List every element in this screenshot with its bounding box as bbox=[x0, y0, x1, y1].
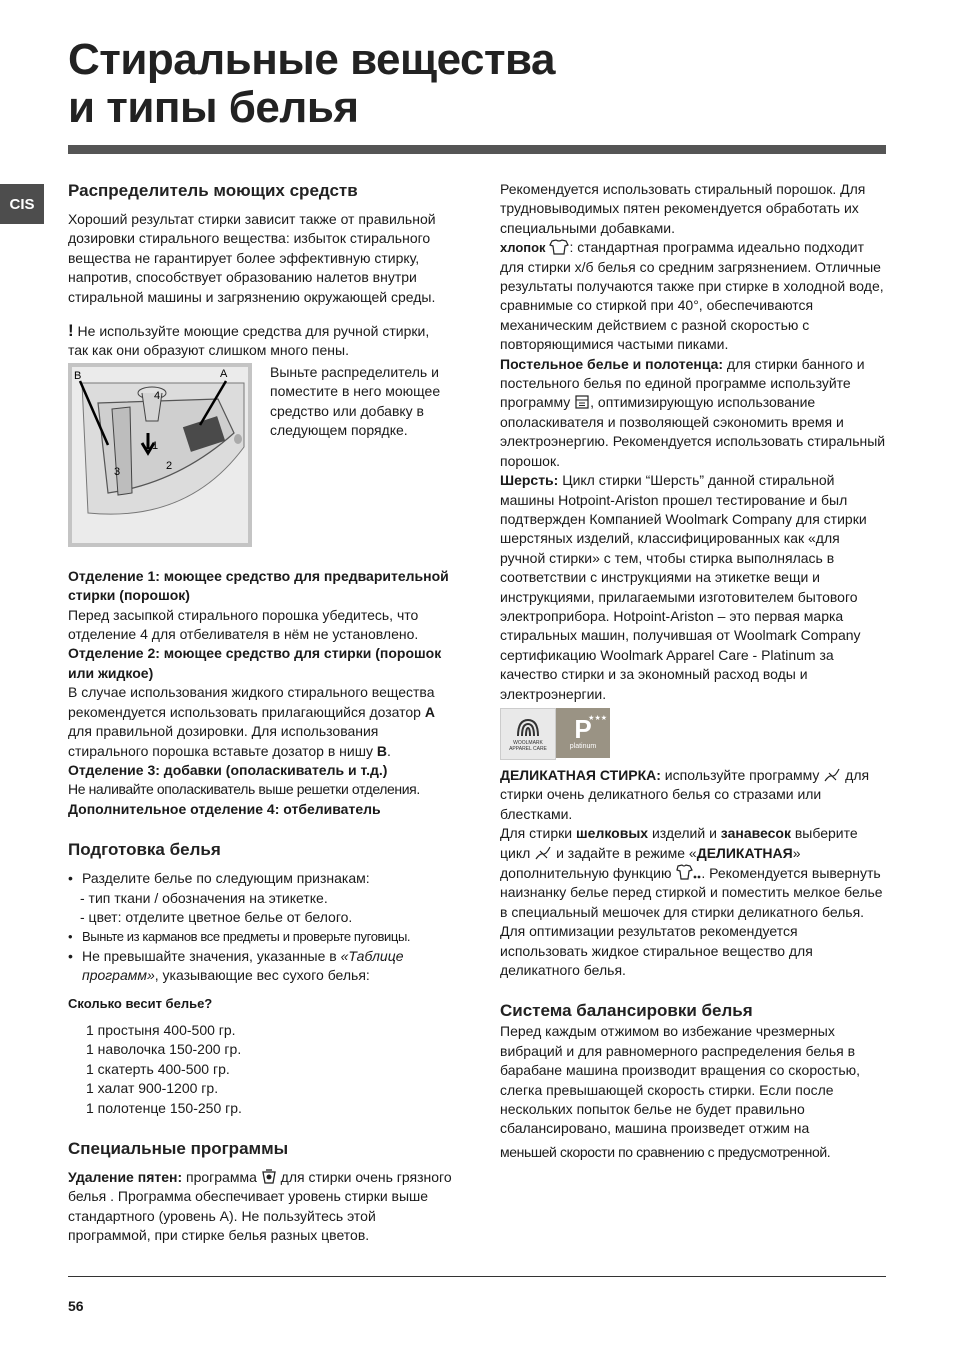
woolmark-icon bbox=[515, 716, 541, 740]
list-item: 1 скатерть 400-500 гр. bbox=[86, 1060, 230, 1077]
compartment-2-text: В случае использования жидкого стирального вещества рекомендуется использовать прилагающийся дозатор A для правильной дозировки. Для использования стирального порошка вставьте дозатор в нишу B. bbox=[68, 684, 435, 759]
woolmark-logo: WOOLMARK APPAREL CARE bbox=[500, 708, 556, 760]
dispenser-heading: Распределитель моющих средств bbox=[68, 181, 358, 200]
laundry-dash-1: - тип ткани / обозначения на этикетке. bbox=[80, 889, 328, 906]
label-1: 1 bbox=[152, 439, 159, 452]
list-item: 1 халат 900-1200 гр. bbox=[86, 1080, 219, 1097]
balance-text: Перед каждым отжимом во избежание чрезмерных вибраций и для равномерного распределения белья в барабане машина производит вращения со скоростью, слегка превышающей скорость стирки. Если после нескольких попыток белье не будет правильно сбалансировано, машина произведет отжим на bbox=[500, 1023, 861, 1137]
dispenser-intro: Хороший результат стирки зависит также от правильной дозировки стирального вещества: избыток стирального вещества не гарантирует более эффективную стирку, напротив, способствует образованию налетов внутри стиральной машины и загрязнению окружающей среды. bbox=[68, 211, 436, 305]
title-underline-bar bbox=[68, 145, 886, 154]
compartment-3-text: Не наливайте ополаскиватель выше решетки отделения. bbox=[68, 781, 420, 798]
certification-logos bbox=[500, 708, 888, 760]
list-item: 1 наволочка 150-200 гр. bbox=[86, 1041, 242, 1058]
delicate-cycle-icon bbox=[534, 845, 552, 861]
language-tab: CIS bbox=[0, 184, 44, 224]
delicate-icon bbox=[823, 767, 841, 783]
platinum-logo: ★★★ P platinum bbox=[556, 708, 610, 758]
delicate-function-icon bbox=[675, 863, 701, 881]
bedding-text: Постельное белье и полотенца: для стирки банного и постельного белья по единой программе используйте программу , оптимизирующую использование ополаскивателя и позволяющей сэкономить время и электроэнергию. Рекомендуется использовать стиральный порошок. bbox=[500, 355, 886, 469]
compartment-2-title: Отделение 2: моющее средство для стирки (порошок или жидкое) bbox=[68, 645, 442, 681]
label-4: 4 bbox=[154, 389, 161, 402]
warning-text: Не используйте моющие средства для ручной стирки, так как они образуют слишком много пены. bbox=[68, 323, 430, 359]
liquid-detergent-text: Для оптимизации результатов рекомендуется использовать жидкое стиральное вещество для деликатного белья. bbox=[500, 923, 813, 979]
list-item: 1 простыня 400-500 гр. bbox=[86, 1021, 236, 1038]
dispenser-figure-block bbox=[68, 363, 452, 547]
balance-heading: Система балансировки белья bbox=[500, 1001, 753, 1021]
dispenser-illustration bbox=[68, 363, 252, 547]
stain-continued: Рекомендуется использовать стиральный порошок. Для трудновыводимых пятен рекомендуется обработать их специальными добавками. bbox=[500, 181, 866, 236]
stain-program-icon bbox=[261, 1169, 277, 1185]
laundry-bullet-1: • Разделите белье по следующим признакам: bbox=[68, 869, 452, 888]
page-number: 56 bbox=[68, 1298, 84, 1314]
compartment-1-title: Отделение 1: моющее средство для предварительной стирки (порошок) bbox=[68, 567, 449, 604]
figure-caption: Выньте распределитель и поместите в него моющее средство или добавку в следующем порядке. bbox=[270, 363, 441, 439]
right-column bbox=[500, 180, 888, 1162]
wool-text: Шерсть: Цикл стирки “Шерсть” данной стиральной машины Hotpoint-Ariston прошел тестирование и был подтвержден Компанией Woolmark Company для стирки шерстяных изделий, классифицированных как «для ручной стирки» с тем, чтобы стирка выполнялась в соответствии с инструкциями на этикетке вещи и инструкциями, прилагаемыми изготовителем бытового электроприбора. Hotpoint-Ariston – это первая марка стиральных машин, получившая от Woolmark Company сертификацию Woolmark Apparel Care - Platinum за качество стирки и за экономный расход воды и электроэнергии. bbox=[500, 472, 867, 702]
warning-mark: ! bbox=[68, 321, 74, 341]
laundry-bullet-2: • Выньте из карманов все предметы и проверьте пуговицы. bbox=[68, 927, 452, 946]
title-line-2: и типы белья bbox=[68, 83, 359, 132]
laundry-dash-2: - цвет: отделите цветное белье от белого. bbox=[80, 908, 353, 925]
footer-rule bbox=[68, 1276, 886, 1277]
compartment-4-title: Дополнительное отделение 4: отбеливатель bbox=[68, 800, 381, 817]
stain-removal-text: Удаление пятен: программа для стирки очень грязного белья . Программа обеспечивает уровень стирки выше стандартного (уровень A). Не пользуйтесь этой программой, при стирке белья разных цветов. bbox=[68, 1169, 452, 1244]
list-item: 1 полотенце 150-250 гр. bbox=[86, 1099, 242, 1116]
laundry-bullet-3: • Не превышайте значения, указанные в «Таблице программ», указывающие вес сухого белья: bbox=[68, 947, 452, 986]
dispenser-warning bbox=[68, 321, 452, 361]
laundry-heading: Подготовка белья bbox=[68, 840, 221, 860]
page-title bbox=[68, 36, 555, 132]
label-2: 2 bbox=[166, 459, 173, 472]
label-b: B bbox=[74, 369, 82, 382]
cotton-icon bbox=[549, 239, 569, 255]
special-heading: Специальные программы bbox=[68, 1139, 289, 1158]
left-column bbox=[68, 180, 452, 1246]
label-a: A bbox=[220, 367, 228, 380]
compartment-1-text: Перед засыпкой стирального порошка убедитесь, что отделение 4 для отбеливателя в нём не установлено. bbox=[68, 606, 419, 643]
delicate-text: ДЕЛИКАТНАЯ СТИРКА: используйте программу для стирки очень деликатного белья со стразами или блестками. bbox=[500, 766, 870, 822]
cotton-text: хлопок : стандартная программа идеально подходит для стирки х/б белья со средним загрязнением. Отличные результаты получаются также при стирке в холодной воде, сравнимые со стиркой при 40°, обеспечиваются механическим действием с разной скоростью с повторяющимися частыми пиками. bbox=[500, 239, 884, 353]
weights-list bbox=[68, 1021, 452, 1118]
title-line-1: Стиральные вещества bbox=[68, 35, 555, 84]
label-3: 3 bbox=[114, 465, 121, 478]
silk-text: Для стирки шелковых изделий и занавесок выберите цикл и задайте в режиме «ДЕЛИКАТНАЯ» дополнительную функцию . Рекомендуется вывернуть наизнанку белье перед стиркой и поместить мелкое белье в специальный мешочек для стирки деликатного белья. bbox=[500, 825, 883, 920]
compartment-3-title: Отделение 3: добавки (ополаскиватель и т.д.) bbox=[68, 761, 388, 778]
weight-title: Сколько весит белье? bbox=[68, 995, 213, 1011]
bedding-icon bbox=[574, 394, 590, 410]
balance-last-line: меньшей скорости по сравнению с предусмотренной. bbox=[500, 1143, 831, 1160]
